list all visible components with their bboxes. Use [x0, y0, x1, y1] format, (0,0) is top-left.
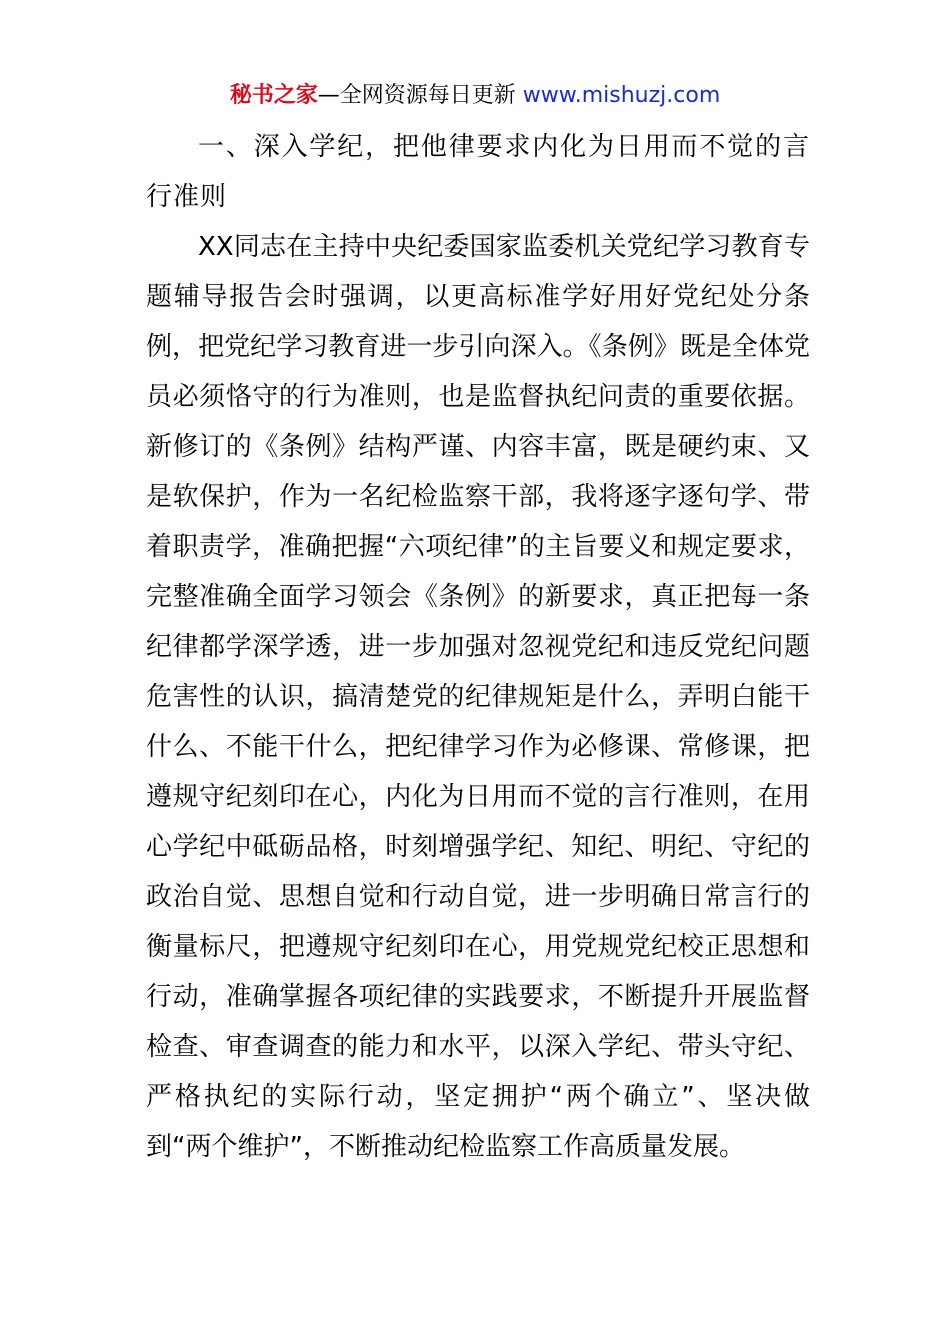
section-heading: 一、深入学纪，把他律要求内化为日用而不觉的言行准则	[146, 132, 810, 212]
body-paragraph: XX同志在主持中央纪委国家监委机关党纪学习教育专题辅导报告会时强调，以更高标准学好用好党纪处分条例，把党纪学习教育进一步引向深入。《条例》既是全体党员必须恪守的行为准则，也是监督执纪问责的重要依据。新修订的《条例》结构严谨、内容丰富，既是硬约束、又是软保护，作为一名纪检监察干部，我将逐字逐句学、带着职责学，准确把握“六项纪律”的主旨要义和规定要求，完整准确全面学习领会《条例》的新要求，真正把每一条纪律都学深学透，进一步加强对忽视党纪和违反党纪问题危害性的认识，搞清楚党的纪律规矩是什么，弄明白能干什么、不能干什么，把纪律学习作为必修课、常修课，把遵规守纪刻印在心，内化为日用而不觉的言行准则，在用心学纪中砥砺品格，时刻增强学纪、知纪、明纪、守纪的政治自觉、思想自觉和行动自觉，进一步明确日常言行的衡量标尺，把遵规守纪刻印在心，用党规党纪校正思想和行动，准确掌握各项纪律的实践要求，不断提升开展监督检查、审查调查的能力和水平，以深入学纪、带头守纪、严格执纪的实际行动，坚定拥护“两个确立”、坚决做到“两个维护”，不断推动纪检监察工作高质量发展。	[146, 232, 810, 1162]
site-header	[0, 80, 950, 112]
site-brand: 秘书之家	[229, 83, 318, 108]
document-body	[146, 122, 810, 1172]
site-tagline: —全网资源每日更新	[317, 83, 516, 108]
site-url-link[interactable]: www.mishuzj.com	[522, 83, 721, 108]
